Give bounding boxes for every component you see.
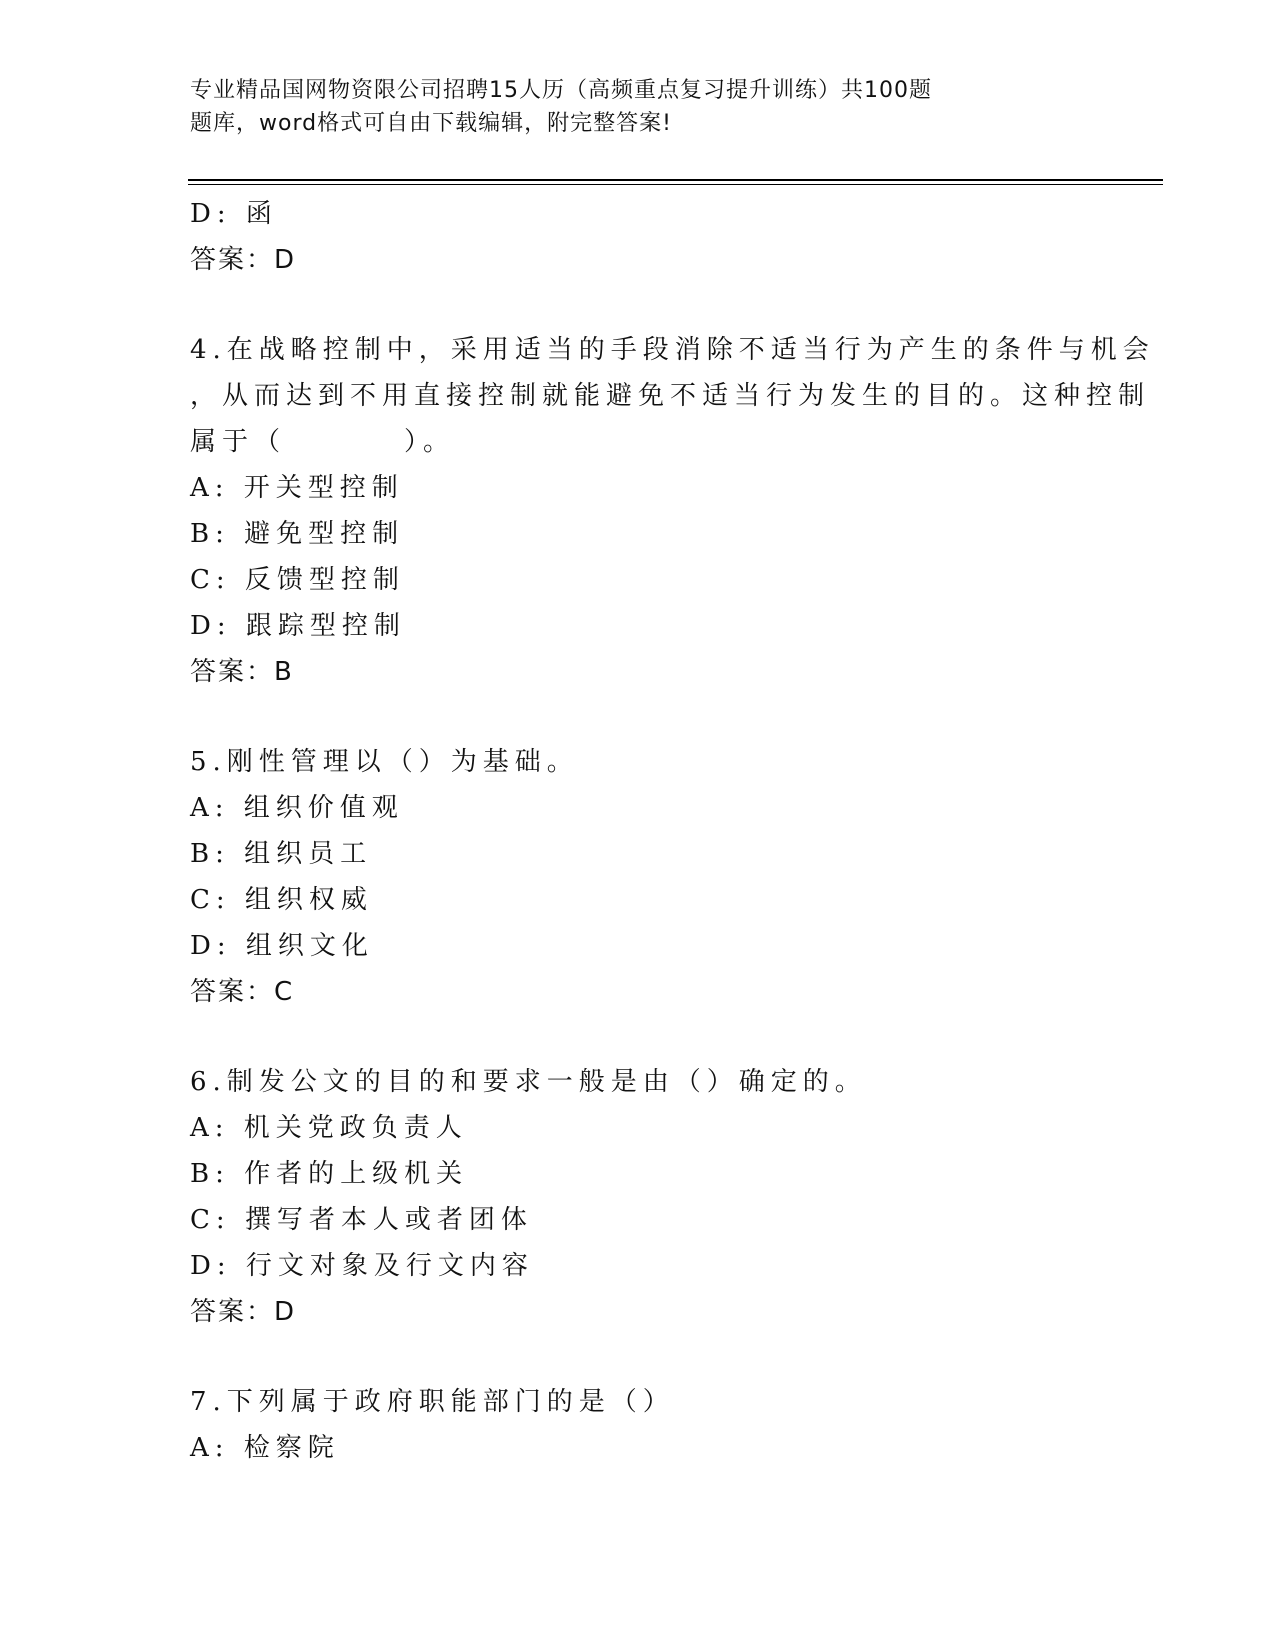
q6-answer: 答案：D xyxy=(190,1297,297,1327)
q6-option-c: C: 撰写者本人或者团体 xyxy=(190,1205,533,1235)
q7-stem: 7.下列属于政府职能部门的是（） xyxy=(190,1387,675,1417)
question-spacer xyxy=(190,1015,1090,1059)
q5-option-c: C: 组织权威 xyxy=(190,885,373,915)
q6-option-b: B: 作者的上级机关 xyxy=(190,1159,469,1189)
q5-stem: 5.刚性管理以（）为基础。 xyxy=(190,747,579,777)
q3-answer: 答案：D xyxy=(190,245,297,275)
q4-option-c: C: 反馈型控制 xyxy=(190,565,405,595)
q3-option-d: D: 函 xyxy=(190,199,278,229)
header-divider-thick xyxy=(188,179,1163,181)
q5-option-d: D: 组织文化 xyxy=(190,931,374,961)
q4-stem-line-3-post: ）。 xyxy=(404,427,456,457)
q4-option-b: B: 避免型控制 xyxy=(190,519,405,549)
question-spacer xyxy=(190,695,1090,739)
q4-option-d: D: 跟踪型控制 xyxy=(190,611,406,641)
page-header xyxy=(190,74,1090,140)
q4-stem-line-1: 4.在战略控制中，采用适当的手段消除不适当行为产生的条件与机会 xyxy=(190,335,1155,365)
q4-answer: 答案：B xyxy=(190,657,294,687)
header-title-line-2: 题库，word格式可自由下载编辑，附完整答案! xyxy=(190,111,672,136)
q6-stem: 6.制发公文的目的和要求一般是由（）确定的。 xyxy=(190,1067,867,1097)
question-spacer xyxy=(190,283,1090,327)
question-list xyxy=(190,191,1155,1471)
header-title-line-1: 专业精品国网物资限公司招聘15人历（高频重点复习提升训练）共100题 xyxy=(190,78,932,103)
q7-option-a: A: 检察院 xyxy=(190,1433,340,1463)
q5-option-a: A: 组织价值观 xyxy=(190,793,404,823)
q4-stem-line-3-pre: 属于（ xyxy=(190,427,287,457)
q6-option-a: A: 机关党政负责人 xyxy=(190,1113,468,1143)
q6-option-d: D: 行文对象及行文内容 xyxy=(190,1251,534,1281)
q4-stem-line-2: ，从而达到不用直接控制就能避免不适当行为发生的目的。这种控制 xyxy=(190,381,1151,411)
question-spacer xyxy=(190,1335,1090,1379)
q4-option-a: A: 开关型控制 xyxy=(190,473,404,503)
q5-option-b: B: 组织员工 xyxy=(190,839,373,869)
q4-stem-line-3 xyxy=(190,419,1090,465)
header-divider-thin xyxy=(188,184,1163,185)
q5-answer: 答案：C xyxy=(190,977,295,1007)
